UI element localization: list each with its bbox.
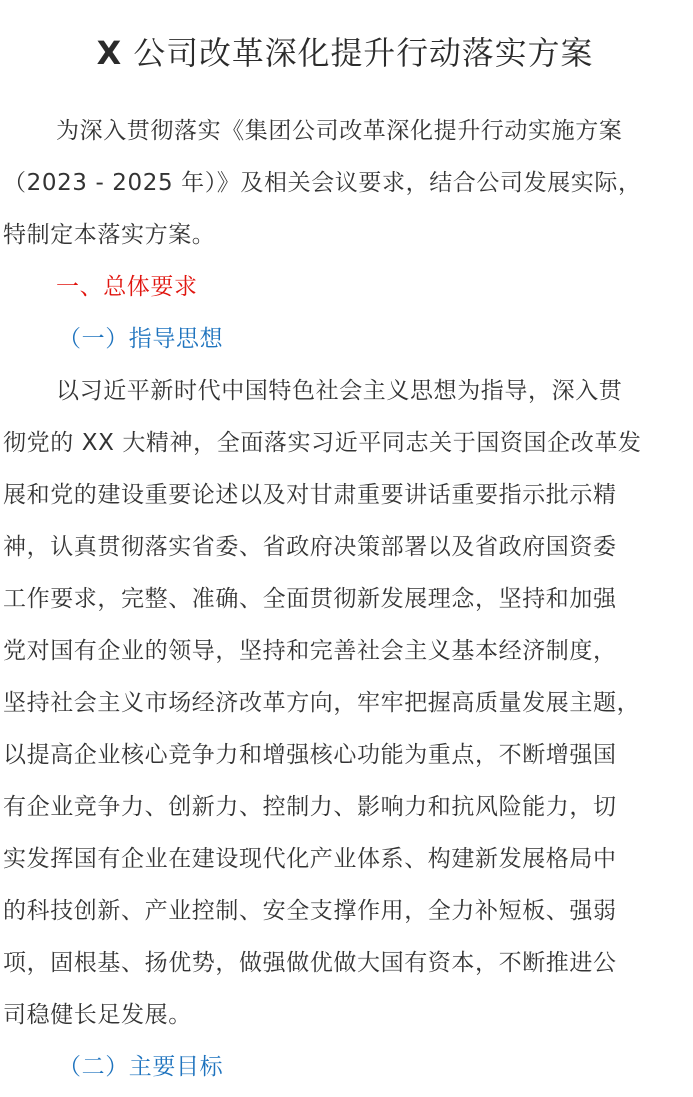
body-line: 以习近平新时代中国特色社会主义思想为指导，深入贯 (56, 378, 623, 404)
body-line: 神，认真贯彻落实省委、省政府决策部署以及省政府国资委 (3, 534, 617, 560)
body-line: 展和党的建设重要论述以及对甘肃重要讲话重要指示批示精 (3, 482, 617, 508)
body-line: 实发挥国有企业在建设现代化产业体系、构建新发展格局中 (3, 846, 617, 872)
body-line: 工作要求，完整、准确、全面贯彻新发展理念，坚持和加强 (3, 586, 617, 612)
body-line: 坚持社会主义市场经济改革方向，牢牢把握高质量发展主题， (3, 690, 641, 716)
body-line: 彻党的 XX 大精神，全面落实习近平同志关于国资国企改革发 (3, 430, 642, 456)
subsection-heading: （二）主要目标 (58, 1054, 224, 1080)
body-line: 党对国有企业的领导，坚持和完善社会主义基本经济制度， (3, 638, 617, 664)
document-title (0, 30, 690, 76)
body-line: 项，固根基、扬优势，做强做优做大国有资本，不断推进公 (3, 950, 617, 976)
intro-line: （2023 - 2025 年）》及相关会议要求，结合公司发展实际， (3, 170, 642, 196)
body-line: 有企业竞争力、创新力、控制力、影响力和抗风险能力，切 (3, 794, 617, 820)
subsection-heading: （一）指导思想 (58, 326, 224, 352)
section-heading: 一、总体要求 (56, 274, 198, 300)
body-line: 司稳健长足发展。 (3, 1002, 192, 1028)
body-line: 的科技创新、产业控制、安全支撑作用，全力补短板、强弱 (3, 898, 617, 924)
title-prefix: X (96, 34, 123, 72)
title-text: 公司改革深化提升行动落实方案 (122, 34, 594, 72)
intro-line: 特制定本落实方案。 (3, 222, 216, 248)
body-line: 以提高企业核心竞争力和增强核心功能为重点，不断增强国 (3, 742, 617, 768)
intro-line: 为深入贯彻落实《集团公司改革深化提升行动实施方案 (56, 118, 623, 144)
